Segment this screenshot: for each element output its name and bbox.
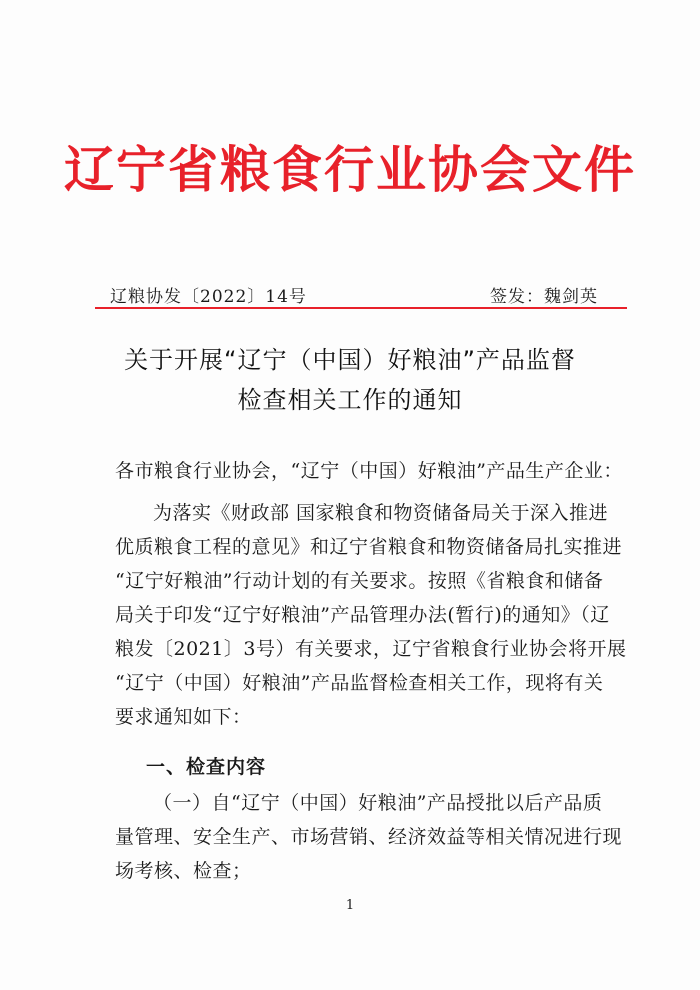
- signer: 签发：魏剑英: [490, 287, 598, 307]
- paragraph-line: “辽宁好粮油”行动计划的有关要求。按照《省粮食和储备: [115, 570, 604, 592]
- title-line-2: 检查相关工作的通知: [237, 386, 463, 414]
- paragraph-line: 局关于印发“辽宁好粮油”产品管理办法(暂行)的通知》（辽: [115, 604, 610, 626]
- red-divider-line: [95, 307, 627, 309]
- salutation: [115, 454, 623, 488]
- issuing-org-header: 辽宁省粮食行业协会文件: [64, 140, 636, 199]
- paragraph-intro: [115, 496, 627, 734]
- paragraph-line: 粮发〔2021〕3号）有关要求，辽宁省粮食行业协会将开展: [115, 638, 627, 660]
- paragraph-line: “辽宁（中国）好粮油”产品监督检查相关工作，现将有关: [115, 672, 604, 694]
- document-title: [0, 340, 700, 420]
- paragraph-item-1: [115, 786, 623, 888]
- paragraph-line: 场考核、检查；: [115, 860, 252, 882]
- section-heading-inspection-content: 一、检查内容: [146, 756, 267, 778]
- document-number: 辽粮协发〔2022〕14号: [110, 287, 307, 307]
- paragraph-line: 量管理、安全生产、市场营销、经济效益等相关情况进行现: [115, 826, 623, 848]
- salutation-text: 各市粮食行业协会，“辽宁（中国）好粮油”产品生产企业：: [115, 460, 623, 482]
- paragraph-line: 要求通知如下：: [115, 706, 252, 728]
- paragraph-line: （一）自“辽宁（中国）好粮油”产品授批以后产品质: [153, 792, 603, 814]
- paragraph-line: 为落实《财政部 国家粮食和物资储备局关于深入推进: [153, 502, 609, 524]
- title-line-1: 关于开展“辽宁（中国）好粮油”产品监督: [124, 346, 576, 374]
- page-number: 1: [345, 898, 355, 913]
- paragraph-line: 优质粮食工程的意见》和辽宁省粮食和物资储备局扎实推进: [115, 536, 623, 558]
